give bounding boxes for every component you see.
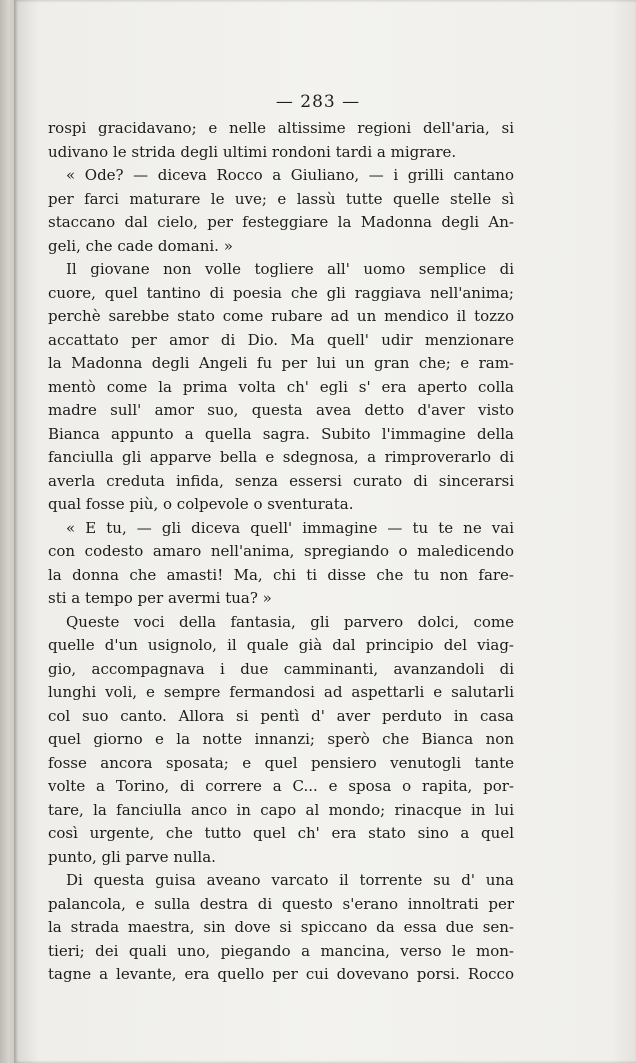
page-number: — 283 — xyxy=(275,92,361,112)
text-line: geli, che cade domani. » xyxy=(48,236,233,255)
text-line: « Ode? — diceva Rocco a Giuliano, — i grilli cantano xyxy=(66,166,514,184)
text-line: madre sull' amor suo, questa avea detto d'aver visto xyxy=(48,401,514,419)
text-line: udivano le strida degli ultimi rondoni tardi a migrare. xyxy=(48,142,457,161)
text-line: per farci maturare le uve; e lassù tutte quelle stelle sì xyxy=(48,189,514,208)
text-line: « E tu, — gli diceva quell' immagine — tu te ne vai xyxy=(66,518,514,537)
text-line: volte a Torino, di correre a C... e sposa o rapita, por- xyxy=(48,777,514,795)
text-line: quelle d'un usignolo, il quale già dal principio del viag- xyxy=(48,636,514,654)
text-line: fanciulla gli apparve bella e sdegnosa, a rimproverarlo di xyxy=(48,448,514,466)
text-line: qual fosse più, o colpevole o sventurata. xyxy=(48,495,354,513)
text-line: la donna che amasti! Ma, chi ti disse che tu non fare- xyxy=(48,565,514,584)
text-line: fosse ancora sposata; e quel pensiero venutogli tante xyxy=(48,753,514,772)
text-line: staccano dal cielo, per festeggiare la Madonna degli An- xyxy=(48,213,514,231)
text-line: tagne a levante, era quello per cui dovevano porsi. Rocco xyxy=(48,965,514,983)
text-line: quel giorno e la notte innanzi; sperò che Bianca non xyxy=(48,730,514,748)
text-line: perchè sarebbe stato come rubare ad un mendico il tozzo xyxy=(48,307,514,325)
text-line: rospi gracidavano; e nelle altissime regioni dell'aria, si xyxy=(48,119,514,137)
text-line: palancola, e sulla destra di questo s'erano innoltrati per xyxy=(48,894,514,913)
text-line: con codesto amaro nell'anima, spregiando o maledicendo xyxy=(48,542,514,560)
text-line: punto, gli parve nulla. xyxy=(48,847,216,866)
text-line: Queste voci della fantasia, gli parvero dolci, come xyxy=(66,612,514,631)
text-line: averla creduta infida, senza essersi curato di sincerarsi xyxy=(48,471,514,490)
text-line: Di questa guisa aveano varcato il torrente su d' una xyxy=(66,871,514,889)
body-text xyxy=(48,117,514,987)
text-line: gio, accompagnava i due camminanti, avanzandoli di xyxy=(48,659,514,678)
text-line: la Madonna degli Angeli fu per lui un gran che; e ram- xyxy=(48,354,514,372)
text-line: tieri; dei quali uno, piegando a mancina, verso le mon- xyxy=(48,941,514,960)
text-line: mentò come la prima volta ch' egli s' era aperto colla xyxy=(48,377,514,396)
text-line: accattato per amor di Dio. Ma quell' udir menzionare xyxy=(48,330,514,349)
book-spine-shadow xyxy=(0,0,14,1063)
text-line: cuore, quel tantino di poesia che gli raggiava nell'anima; xyxy=(48,283,514,302)
text-line: Bianca appunto a quella sagra. Subito l'immagine della xyxy=(48,424,514,443)
text-line: lunghi voli, e sempre fermandosi ad aspettarli e salutarli xyxy=(48,683,514,701)
text-line: la strada maestra, sin dove si spiccano da essa due sen- xyxy=(48,918,514,936)
text-line: così urgente, che tutto quel ch' era stato sino a quel xyxy=(48,824,514,842)
text-line: tare, la fanciulla anco in capo al mondo; rinacque in lui xyxy=(48,800,514,819)
text-line: sti a tempo per avermi tua? » xyxy=(48,589,272,607)
text-line: Il giovane non volle togliere all' uomo semplice di xyxy=(66,260,514,278)
text-line: col suo canto. Allora si pentì d' aver perduto in casa xyxy=(48,706,514,725)
